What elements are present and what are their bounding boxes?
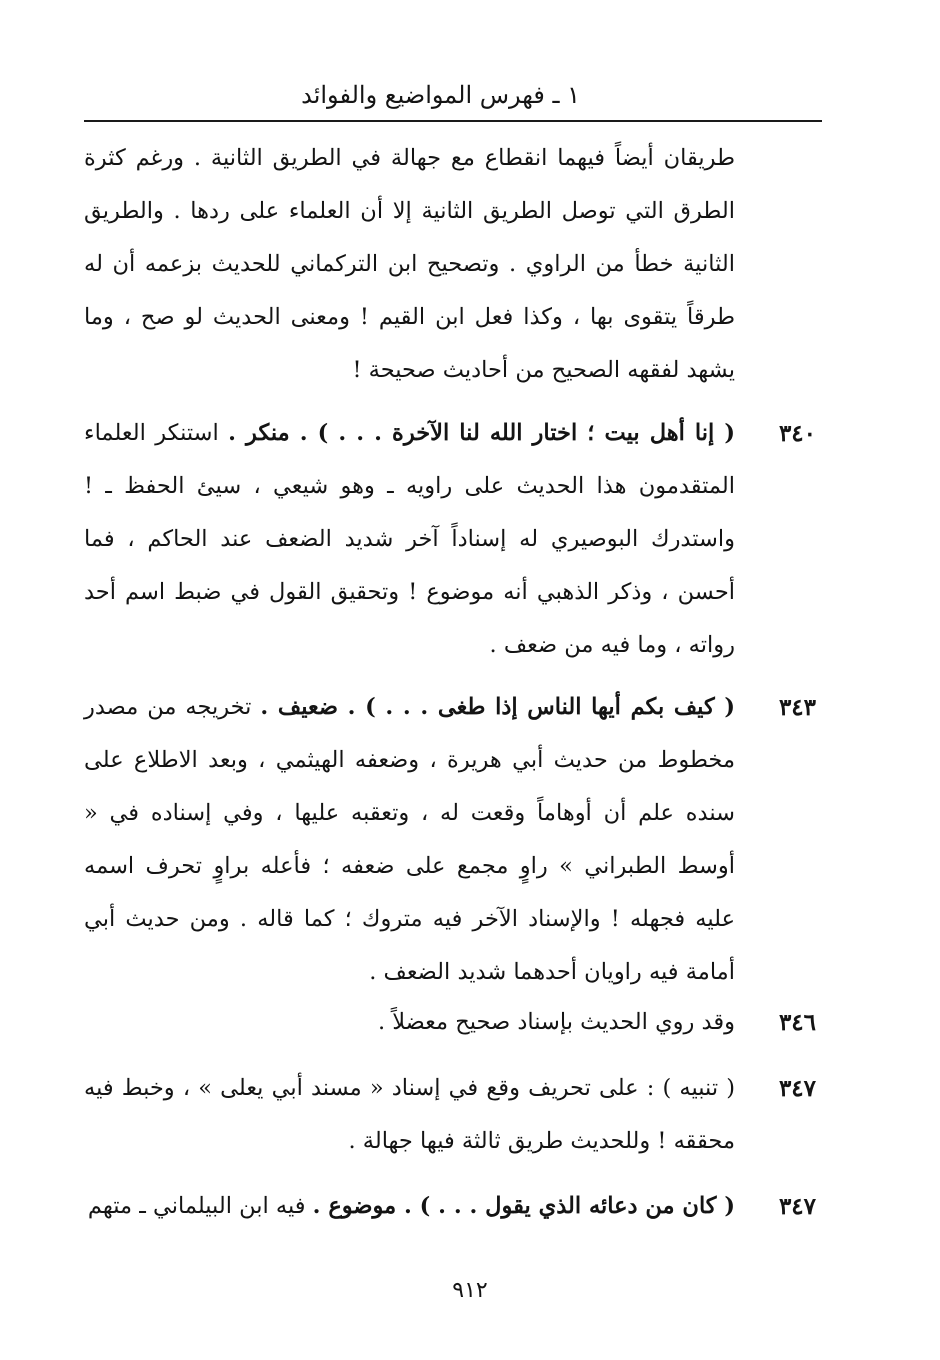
entry-text: تخريجه من مصدر مخطوط من حديث أبي هريرة ، وضعفه الهيثمي ، وبعد الاطلاع على سنده علم أن أوهاماً وقعت له ، وتعقبه عليها ، وفي إسناده في « أوسط الطبراني » راوٍ مجمع على ضعفه ؛ فأعله براوٍ تحرف اسمه عليه فجهله ! والإسناد الآخر فيه متروك ؛ كما قاله . ومن حديث أبي أمامة فيه راويان أحدهما شديد الضعف . xyxy=(84,694,735,985)
entry-page-number: ٣٤٠ xyxy=(778,420,816,447)
entry-page-number: ٣٤٧ xyxy=(778,1193,816,1220)
index-entry xyxy=(84,1180,735,1233)
entry-text: فيه ابن البيلماني ـ متهم xyxy=(87,1193,313,1219)
entry-page-number: ٣٤٦ xyxy=(778,1009,816,1036)
entry-page-number: ٣٤٧ xyxy=(778,1075,816,1102)
index-entry-continuation xyxy=(84,132,735,397)
entry-text: ( تنبيه ) : على تحريف وقع في إسناد « مسند أبي يعلى » ، وخبط فيه محققه ! وللحديث طريق ثالثة فيها جهالة . xyxy=(84,1075,735,1154)
index-entry xyxy=(84,681,735,999)
page-number: ٩١٢ xyxy=(452,1278,488,1303)
index-entry xyxy=(84,996,735,1049)
header-divider xyxy=(84,120,822,122)
index-entry xyxy=(84,407,735,672)
entry-bold-lead: ( إنا أهل بيت ؛ اختار الله لنا الآخرة . . . ) . منكر . xyxy=(228,420,735,446)
entry-bold-lead: ( كان من دعائه الذي يقول . . . ) . موضوع . xyxy=(312,1193,735,1219)
entry-text: طريقان أيضاً فيهما انقطاع مع جهالة في الطريق الثانية . ورغم كثرة الطرق التي توصل الطريق الثانية إلا أن العلماء على ردها . والطريق الثانية خطأ من الراوي . وتصحيح ابن التركماني للحديث بزعمه أن له طرقاً يتقوى بها ، وكذا فعل ابن القيم ! ومعنى الحديث لو صح ، وما يشهد لفقهه الصحيح من أحاديث صحيحة ! xyxy=(84,145,735,383)
entry-text: وقد روي الحديث بإسناد صحيح معضلاً . xyxy=(377,1009,735,1035)
index-entry xyxy=(84,1062,735,1168)
entry-page-number: ٣٤٣ xyxy=(778,694,816,721)
running-header-title: ١ ـ فهرس المواضيع والفوائد xyxy=(301,81,580,109)
entry-text: استنكر العلماء المتقدمون هذا الحديث على راويه ـ وهو شيعي ، سيئ الحفظ ـ ! واستدرك البوصيري له إسناداً آخر شديد الضعف عند الحاكم ، فما أحسن ، وذكر الذهبي أنه موضوع ! وتحقيق القول في ضبط اسم أحد رواته ، وما فيه من ضعف . xyxy=(84,420,735,658)
entry-bold-lead: ( كيف بكم أيها الناس إذا طغى . . . ) . ضعيف . xyxy=(260,694,735,720)
